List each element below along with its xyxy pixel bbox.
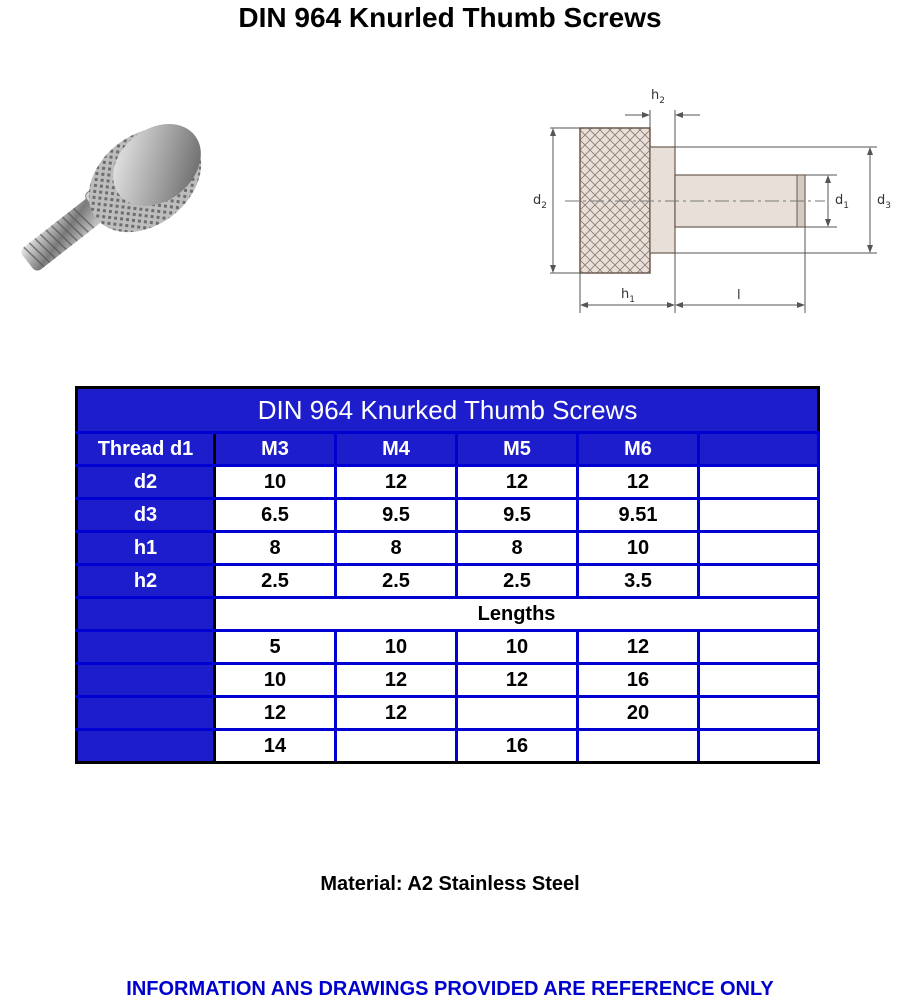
table-cell: 16: [457, 730, 578, 763]
table-cell: 16: [578, 664, 699, 697]
table-cell: [699, 697, 819, 730]
table-cell: 12: [215, 697, 336, 730]
table-cell: 10: [578, 532, 699, 565]
table-row: [77, 730, 819, 763]
table-cell: [336, 730, 457, 763]
table-cell: 20: [578, 697, 699, 730]
row-label: [77, 697, 215, 730]
lengths-label: Lengths: [215, 598, 819, 631]
row-label: d3: [77, 499, 215, 532]
table-cell: [699, 664, 819, 697]
table-cell: 3.5: [578, 565, 699, 598]
table-cell: 9.5: [336, 499, 457, 532]
table-cell: 12: [578, 631, 699, 664]
header-label: Thread d1: [77, 433, 215, 466]
table-title: DIN 964 Knurked Thumb Screws: [77, 388, 819, 433]
table-cell: [699, 532, 819, 565]
table-cell: 8: [215, 532, 336, 565]
table-row: [77, 532, 819, 565]
table-cell: 6.5: [215, 499, 336, 532]
table-cell: [699, 499, 819, 532]
label-h1: $h_1$: [621, 287, 635, 305]
header-cell: [699, 433, 819, 466]
table-cell: 12: [336, 466, 457, 499]
table-cell: 10: [215, 466, 336, 499]
table-cell: 12: [457, 664, 578, 697]
table-cell: 10: [336, 631, 457, 664]
row-label: h2: [77, 565, 215, 598]
technical-drawing: [525, 85, 900, 315]
spec-table: [75, 386, 820, 764]
row-label: d2: [77, 466, 215, 499]
table-cell: 8: [457, 532, 578, 565]
table-cell: [699, 631, 819, 664]
header-cell: M5: [457, 433, 578, 466]
row-label: [77, 730, 215, 763]
header-row: [77, 433, 819, 466]
table-cell: 10: [215, 664, 336, 697]
label-l: l: [737, 288, 741, 303]
table-cell: 12: [578, 466, 699, 499]
row-label: [77, 598, 215, 631]
table-cell: 12: [336, 697, 457, 730]
table-cell: 2.5: [457, 565, 578, 598]
label-h2: $h_2$: [651, 88, 665, 106]
table-cell: 14: [215, 730, 336, 763]
table-row: [77, 466, 819, 499]
table-row: [77, 565, 819, 598]
lengths-row: [77, 598, 819, 631]
table-cell: 2.5: [215, 565, 336, 598]
table-cell: 12: [457, 466, 578, 499]
row-label: [77, 664, 215, 697]
table-row: [77, 631, 819, 664]
label-d2: $d_2$: [533, 193, 547, 211]
header-cell: M3: [215, 433, 336, 466]
table-row: [77, 664, 819, 697]
table-cell: [699, 466, 819, 499]
table-cell: [699, 730, 819, 763]
header-cell: M6: [578, 433, 699, 466]
label-d1: $d_1$: [835, 193, 849, 211]
table-cell: [457, 697, 578, 730]
table-cell: [578, 730, 699, 763]
disclaimer: INFORMATION ANS DRAWINGS PROVIDED ARE REFERENCE ONLY: [126, 978, 774, 1000]
table-row: [77, 499, 819, 532]
label-d3: $d_3$: [877, 193, 891, 211]
header-cell: M4: [336, 433, 457, 466]
row-label: [77, 631, 215, 664]
table-cell: 8: [336, 532, 457, 565]
table-cell: 2.5: [336, 565, 457, 598]
table-row: [77, 697, 819, 730]
table-cell: 10: [457, 631, 578, 664]
table-cell: 9.5: [457, 499, 578, 532]
table-cell: 12: [336, 664, 457, 697]
table-cell: 5: [215, 631, 336, 664]
material-note: Material: A2 Stainless Steel: [320, 873, 580, 895]
page-title: DIN 964 Knurled Thumb Screws: [238, 2, 662, 33]
table-cell: 9.51: [578, 499, 699, 532]
row-label: h1: [77, 532, 215, 565]
table-cell: [699, 565, 819, 598]
thumb-screw-photo: [5, 105, 210, 300]
